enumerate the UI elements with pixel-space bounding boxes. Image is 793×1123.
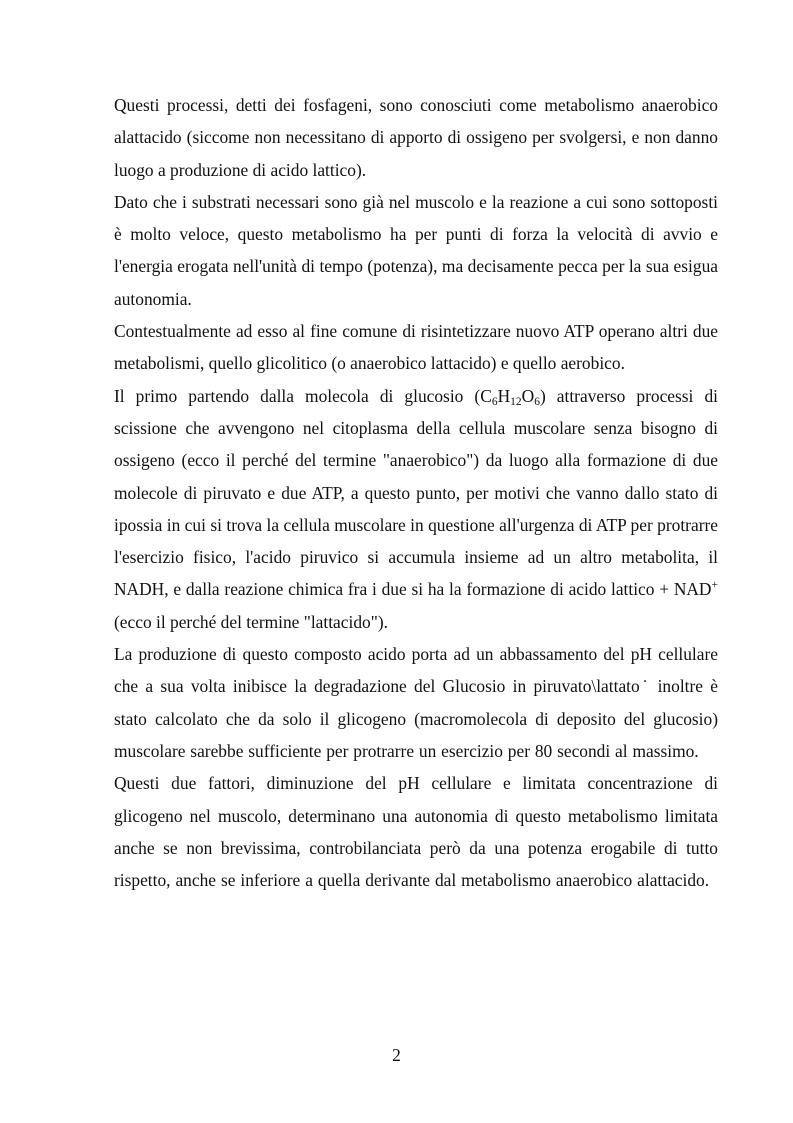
- formula-subscript: 12: [510, 395, 522, 408]
- paragraph-acido-lattico: La produzione di questo composto acido porta ad un abbassamento del pH cellulare che a sua volta inibisce la degradazione del Glucosio in piruvato\lattato˙ inoltre è stato calcolato che da solo il glicogeno (macromolecola di deposito del glucosio) muscolare sarebbe sufficiente per protrarre un esercizio per 80 secondi al massimo.: [114, 644, 718, 761]
- formula-subscript: 6: [534, 395, 540, 408]
- glicolisi-text-middle: ) attraverso processi di scissione che avvengono nel citoplasma della cellula muscolare senza bisogno di ossigeno (ecco il perché del termine "anaerobico") da luogo alla formazione di due molecole di piruvato e due ATP, a questo punto, per motivi che vanno dallo stato di ipossia in cui si trova la cellula muscolare in questione all'urgenza di ATP per protrarre l'esercizio fisico, l'acido piruvico si accumula insieme ad un altro metabolita, il NADH, e dalla reazione chimica fra i due si ha la formazione di acido lattico + NAD: [114, 385, 718, 600]
- formula-element: C: [480, 385, 492, 406]
- document-body: [114, 89, 718, 896]
- glucose-formula: [480, 386, 540, 406]
- paragraph-substrati: Dato che i substrati necessari sono già nel muscolo e la reazione a cui sono sottoposti è molto veloce, questo metabolismo ha per punti di forza la velocità di avvio e l'energia erogata nell'unità di tempo (potenza), ma decisamente pecca per la sua esigua autonomia.: [114, 191, 718, 309]
- formula-element: O: [521, 385, 535, 406]
- glicolisi-text-start: Il primo partendo dalla molecola di glucosio (: [114, 385, 481, 406]
- formula-subscript: 6: [491, 395, 498, 408]
- nad-charge-superscript: +: [711, 579, 718, 592]
- paragraph-fattori: Questi due fattori, diminuzione del pH cellulare e limitata concentrazione di glicogeno nel muscolo, determinano una autonomia di questo metabolismo limitata anche se non brevissima, controbilanciata però da una potenza erogabile di tutto rispetto, anche se inferiore a quella derivante dal metabolismo anaerobico alattacido.: [114, 773, 718, 891]
- page-number: 2: [392, 1045, 401, 1065]
- glicolisi-text-end: (ecco il perché del termine "lattacido").: [114, 611, 388, 632]
- formula-element: H: [497, 385, 511, 406]
- paragraph-glicolisi: [114, 380, 718, 638]
- paragraph-metabolismi: Contestualmente ad esso al fine comune di risintetizzare nuovo ATP operano altri due metabolismi, quello glicolitico (o anaerobico lattacido) e quello aerobico.: [114, 321, 718, 374]
- paragraph-fosfageni: Questi processi, detti dei fosfageni, sono conosciuti come metabolismo anaerobico alattacido (siccome non necessitano di apporto di ossigeno per svolgersi, e non danno luogo a produzione di acido lattico).: [114, 95, 718, 180]
